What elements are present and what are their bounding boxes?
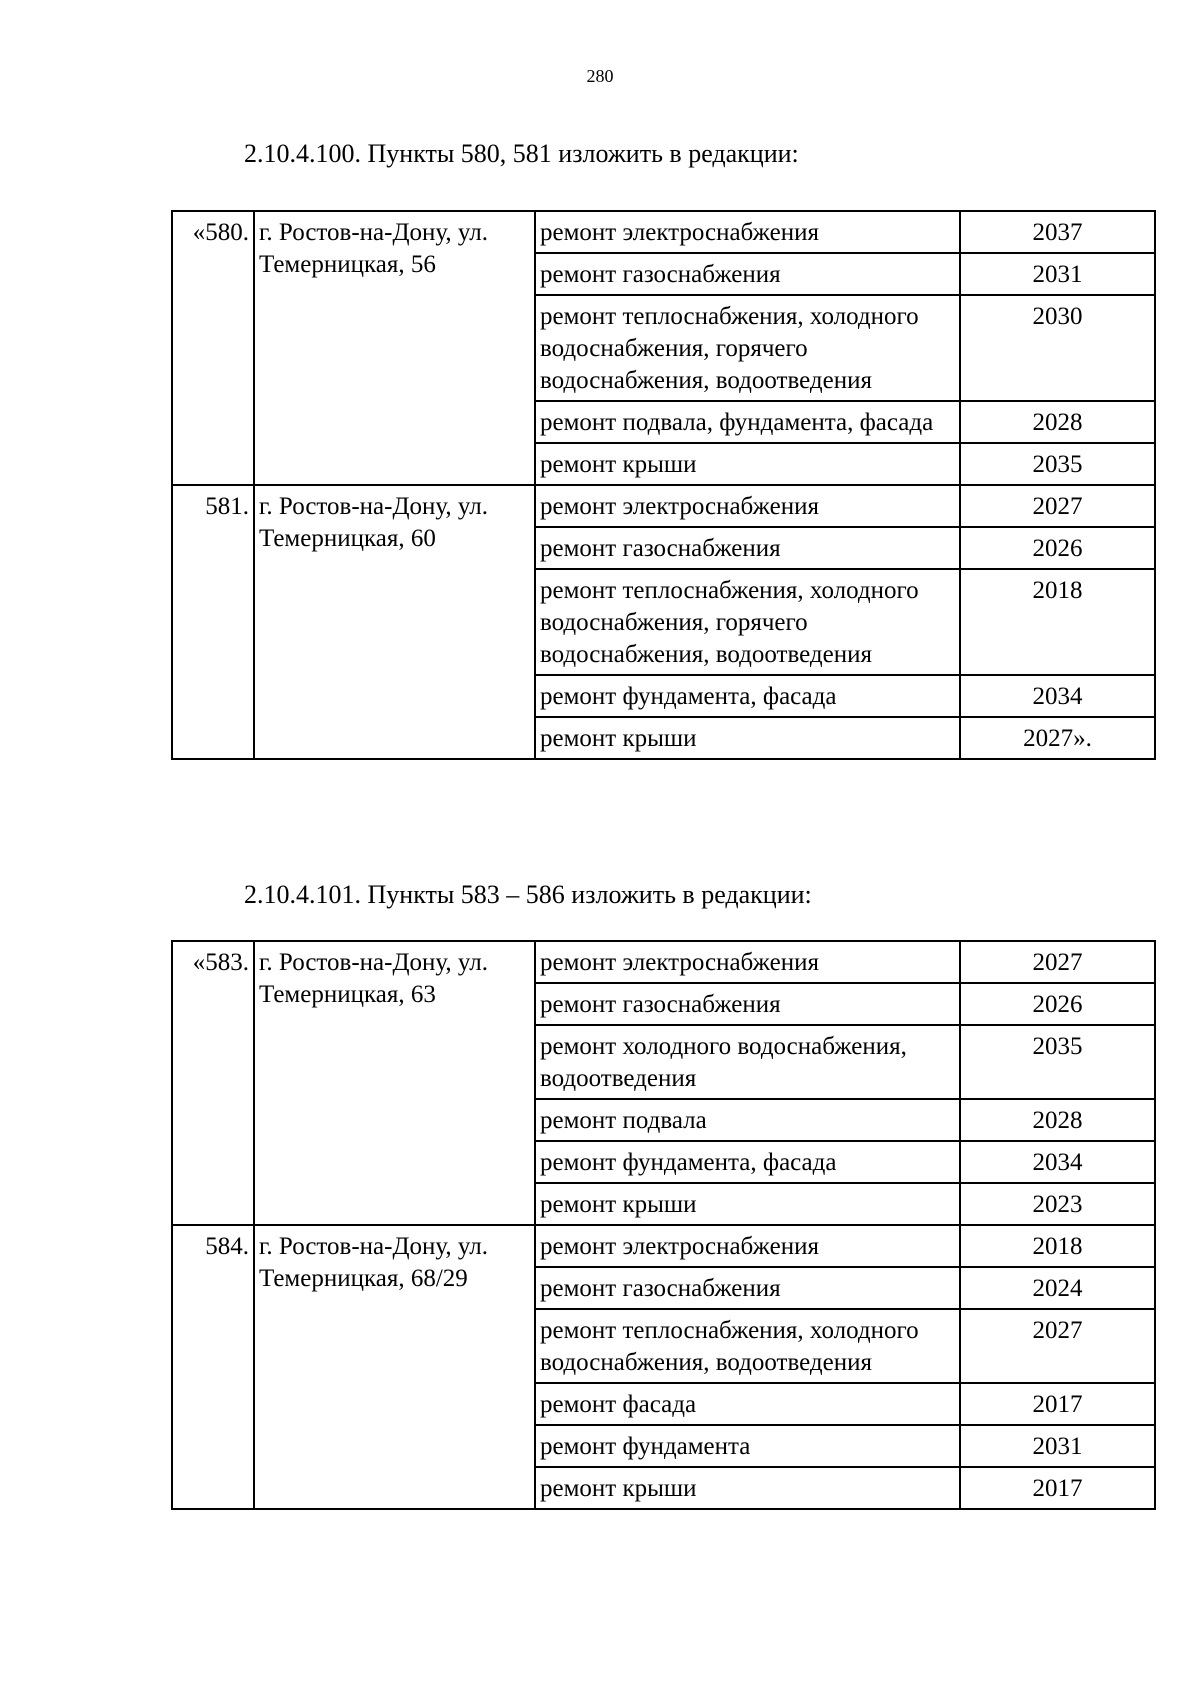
work-cell: ремонт подвала <box>535 1099 960 1141</box>
work-cell: ремонт крыши <box>535 1183 960 1225</box>
works-table-1 <box>171 210 1156 760</box>
work-cell: ремонт электроснабжения <box>535 1225 960 1267</box>
table-row <box>172 1225 1155 1267</box>
table-row <box>172 211 1155 253</box>
year-cell: 2034 <box>960 675 1155 717</box>
work-cell: ремонт теплоснабжения, холодного водоснабжения, водоотведения <box>535 1309 960 1383</box>
year-cell: 2037 <box>960 211 1155 253</box>
address-cell: г. Ростов-на-Дону, ул. Темерницкая, 68/29 <box>254 1225 535 1509</box>
year-cell: 2035 <box>960 443 1155 485</box>
year-cell: 2027 <box>960 485 1155 527</box>
year-cell: 2026 <box>960 983 1155 1025</box>
work-cell: ремонт газоснабжения <box>535 983 960 1025</box>
year-cell: 2018 <box>960 569 1155 675</box>
year-cell: 2031 <box>960 1425 1155 1467</box>
year-cell: 2024 <box>960 1267 1155 1309</box>
year-cell: 2030 <box>960 295 1155 401</box>
work-cell: ремонт газоснабжения <box>535 1267 960 1309</box>
item-number: 581. <box>172 485 254 759</box>
year-cell: 2027 <box>960 941 1155 983</box>
work-cell: ремонт электроснабжения <box>535 211 960 253</box>
work-cell: ремонт фундамента <box>535 1425 960 1467</box>
year-cell: 2026 <box>960 527 1155 569</box>
address-cell: г. Ростов-на-Дону, ул. Темерницкая, 63 <box>254 941 535 1225</box>
year-cell: 2035 <box>960 1025 1155 1099</box>
year-cell: 2017 <box>960 1383 1155 1425</box>
item-number: «583. <box>172 941 254 1225</box>
work-cell: ремонт электроснабжения <box>535 941 960 983</box>
year-cell: 2031 <box>960 253 1155 295</box>
year-cell: 2027». <box>960 717 1155 759</box>
table-row <box>172 485 1155 527</box>
work-cell: ремонт газоснабжения <box>535 527 960 569</box>
work-cell: ремонт фундамента, фасада <box>535 675 960 717</box>
work-cell: ремонт крыши <box>535 443 960 485</box>
address-cell: г. Ростов-на-Дону, ул. Темерницкая, 56 <box>254 211 535 485</box>
work-cell: ремонт теплоснабжения, холодного водоснабжения, горячего водоснабжения, водоотведения <box>535 295 960 401</box>
work-cell: ремонт подвала, фундамента, фасада <box>535 401 960 443</box>
year-cell: 2017 <box>960 1467 1155 1509</box>
work-cell: ремонт крыши <box>535 1467 960 1509</box>
year-cell: 2018 <box>960 1225 1155 1267</box>
work-cell: ремонт холодного водоснабжения, водоотведения <box>535 1025 960 1099</box>
item-number: 584. <box>172 1225 254 1509</box>
year-cell: 2028 <box>960 401 1155 443</box>
table-row <box>172 941 1155 983</box>
year-cell: 2034 <box>960 1141 1155 1183</box>
year-cell: 2028 <box>960 1099 1155 1141</box>
section-heading-1: 2.10.4.100. Пункты 580, 581 изложить в редакции: <box>244 139 799 168</box>
work-cell: ремонт электроснабжения <box>535 485 960 527</box>
work-cell: ремонт теплоснабжения, холодного водоснабжения, горячего водоснабжения, водоотведения <box>535 569 960 675</box>
address-cell: г. Ростов-на-Дону, ул. Темерницкая, 60 <box>254 485 535 759</box>
work-cell: ремонт крыши <box>535 717 960 759</box>
works-table-2 <box>171 940 1156 1510</box>
work-cell: ремонт фундамента, фасада <box>535 1141 960 1183</box>
page-number: 280 <box>586 66 614 86</box>
year-cell: 2027 <box>960 1309 1155 1383</box>
work-cell: ремонт фасада <box>535 1383 960 1425</box>
item-number: «580. <box>172 211 254 485</box>
work-cell: ремонт газоснабжения <box>535 253 960 295</box>
year-cell: 2023 <box>960 1183 1155 1225</box>
section-heading-2: 2.10.4.101. Пункты 583 – 586 изложить в редакции: <box>244 880 812 909</box>
